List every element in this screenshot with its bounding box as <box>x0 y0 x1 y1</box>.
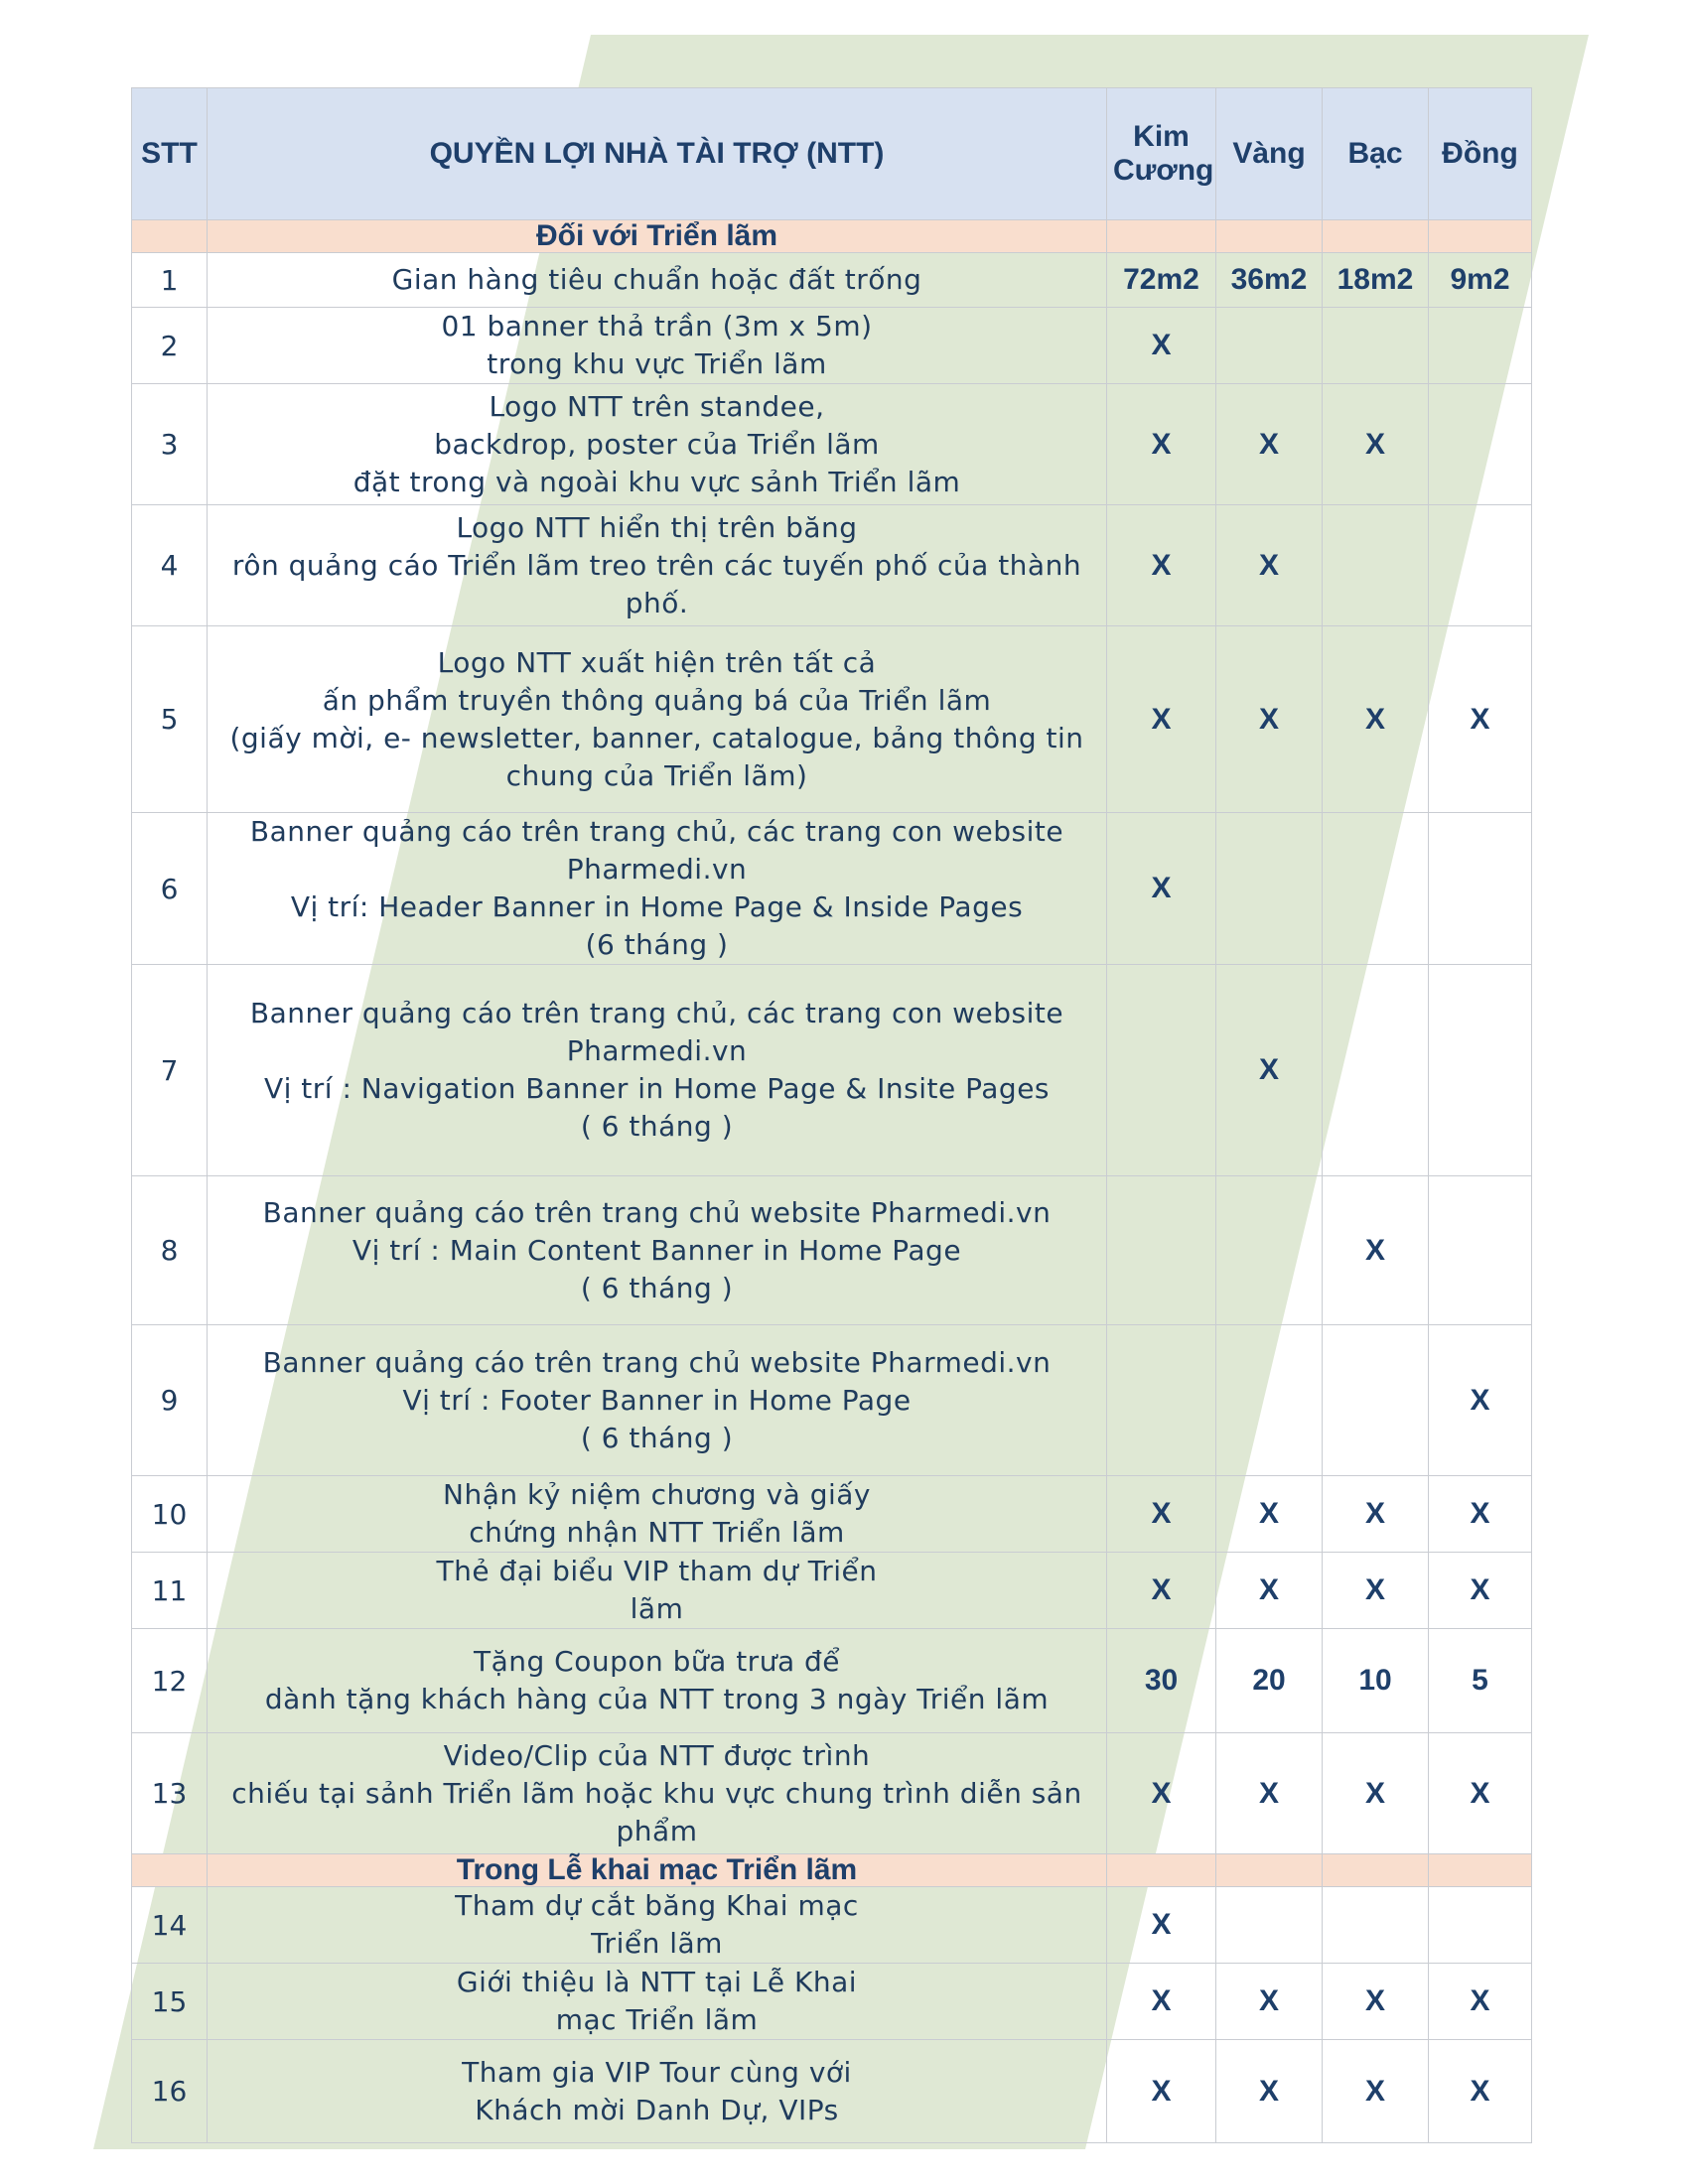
tier-mark-dong: X <box>1429 626 1532 813</box>
tier-mark-bac: X <box>1323 1733 1429 1854</box>
benefit-description: Tham dự cắt băng Khai mạc Triển lãm <box>208 1887 1107 1964</box>
row-number: 9 <box>132 1325 208 1476</box>
table-row <box>132 1887 1532 1964</box>
row-number: 4 <box>132 505 208 626</box>
header-tier-kim-cuong: Kim Cương <box>1107 88 1216 220</box>
row-number: 16 <box>132 2040 208 2143</box>
header-benefit: QUYỀN LỢI NHÀ TÀI TRỢ (NTT) <box>208 88 1107 220</box>
sponsor-benefits-table <box>131 87 1532 2143</box>
section-empty-cell <box>1323 220 1429 253</box>
row-number: 11 <box>132 1553 208 1629</box>
tier-mark-bac: X <box>1323 626 1429 813</box>
tier-mark-bac: X <box>1323 1553 1429 1629</box>
benefit-description: Thẻ đại biểu VIP tham dự Triển lãm <box>208 1553 1107 1629</box>
tier-mark-dong: X <box>1429 1325 1532 1476</box>
row-number: 10 <box>132 1476 208 1553</box>
benefit-description: Banner quảng cáo trên trang chủ website Pharmedi.vn Vị trí : Main Content Banner in Home Page ( 6 tháng ) <box>208 1176 1107 1325</box>
row-number: 2 <box>132 308 208 384</box>
section-header-row <box>132 1854 1532 1887</box>
tier-mark-vang <box>1216 308 1323 384</box>
tier-mark-dong <box>1429 505 1532 626</box>
table-row <box>132 813 1532 965</box>
row-number: 7 <box>132 965 208 1176</box>
table-row <box>132 384 1532 505</box>
tier-mark-kim-cuong: X <box>1107 2040 1216 2143</box>
tier-mark-vang: 20 <box>1216 1629 1323 1733</box>
tier-mark-kim-cuong: X <box>1107 1887 1216 1964</box>
tier-mark-vang: X <box>1216 965 1323 1176</box>
tier-mark-bac: 10 <box>1323 1629 1429 1733</box>
tier-mark-kim-cuong: X <box>1107 626 1216 813</box>
tier-mark-vang: X <box>1216 1476 1323 1553</box>
benefit-description: 01 banner thả trần (3m x 5m) trong khu vực Triển lãm <box>208 308 1107 384</box>
tier-mark-bac: X <box>1323 1476 1429 1553</box>
tier-mark-bac <box>1323 505 1429 626</box>
section-empty-cell <box>132 1854 208 1887</box>
benefit-description: Banner quảng cáo trên trang chủ, các trang con website Pharmedi.vn Vị trí: Header Banner in Home Page & Inside Pages (6 tháng ) <box>208 813 1107 965</box>
tier-mark-vang: X <box>1216 626 1323 813</box>
tier-mark-dong: X <box>1429 1553 1532 1629</box>
section-empty-cell <box>1107 220 1216 253</box>
table-header-row <box>132 88 1532 220</box>
table-row <box>132 308 1532 384</box>
tier-mark-bac: 18m2 <box>1323 253 1429 308</box>
tier-mark-vang: X <box>1216 2040 1323 2143</box>
header-stt: STT <box>132 88 208 220</box>
row-number: 12 <box>132 1629 208 1733</box>
section-empty-cell <box>132 220 208 253</box>
tier-mark-bac: X <box>1323 2040 1429 2143</box>
tier-mark-kim-cuong: 72m2 <box>1107 253 1216 308</box>
tier-mark-vang <box>1216 1325 1323 1476</box>
tier-mark-kim-cuong <box>1107 965 1216 1176</box>
tier-mark-dong: 5 <box>1429 1629 1532 1733</box>
tier-mark-vang: X <box>1216 1553 1323 1629</box>
tier-mark-vang: X <box>1216 1964 1323 2040</box>
tier-mark-dong <box>1429 384 1532 505</box>
header-tier-bac: Bạc <box>1323 88 1429 220</box>
tier-mark-kim-cuong: X <box>1107 1476 1216 1553</box>
table-row <box>132 1964 1532 2040</box>
tier-mark-vang <box>1216 813 1323 965</box>
benefit-description: Banner quảng cáo trên trang chủ, các trang con website Pharmedi.vn Vị trí : Navigation Banner in Home Page & Insite Pages ( 6 tháng ) <box>208 965 1107 1176</box>
tier-mark-vang: X <box>1216 384 1323 505</box>
table-row <box>132 626 1532 813</box>
tier-mark-vang <box>1216 1176 1323 1325</box>
header-tier-dong: Đồng <box>1429 88 1532 220</box>
tier-mark-bac <box>1323 813 1429 965</box>
benefit-description: Logo NTT trên standee, backdrop, poster của Triển lãm đặt trong và ngoài khu vực sảnh Triển lãm <box>208 384 1107 505</box>
tier-mark-vang: X <box>1216 1733 1323 1854</box>
row-number: 5 <box>132 626 208 813</box>
tier-mark-kim-cuong: X <box>1107 1964 1216 2040</box>
header-tier-vang: Vàng <box>1216 88 1323 220</box>
section-empty-cell <box>1107 1854 1216 1887</box>
benefit-description: Nhận kỷ niệm chương và giấy chứng nhận NTT Triển lãm <box>208 1476 1107 1553</box>
benefit-description: Gian hàng tiêu chuẩn hoặc đất trống <box>208 253 1107 308</box>
tier-mark-bac: X <box>1323 384 1429 505</box>
tier-mark-dong: X <box>1429 1476 1532 1553</box>
table-row <box>132 505 1532 626</box>
benefit-description: Logo NTT xuất hiện trên tất cả ấn phẩm truyền thông quảng bá của Triển lãm (giấy mời, e- newsletter, banner, catalogue, bảng thông tin chung của Triển lãm) <box>208 626 1107 813</box>
section-empty-cell <box>1216 1854 1323 1887</box>
tier-mark-bac: X <box>1323 1176 1429 1325</box>
benefit-description: Tham gia VIP Tour cùng với Khách mời Danh Dự, VIPs <box>208 2040 1107 2143</box>
tier-mark-kim-cuong: X <box>1107 1553 1216 1629</box>
table-row <box>132 1553 1532 1629</box>
tier-mark-bac: X <box>1323 1964 1429 2040</box>
tier-mark-kim-cuong: X <box>1107 1733 1216 1854</box>
tier-mark-dong <box>1429 1176 1532 1325</box>
tier-mark-bac <box>1323 1325 1429 1476</box>
table-row <box>132 1733 1532 1854</box>
benefit-description: Video/Clip của NTT được trình chiếu tại sảnh Triển lãm hoặc khu vực chung trình diễn sản phẩm <box>208 1733 1107 1854</box>
table-row <box>132 253 1532 308</box>
row-number: 8 <box>132 1176 208 1325</box>
tier-mark-kim-cuong: X <box>1107 308 1216 384</box>
section-title: Trong Lễ khai mạc Triển lãm <box>208 1854 1107 1887</box>
tier-mark-kim-cuong: X <box>1107 384 1216 505</box>
table-row <box>132 1476 1532 1553</box>
table-row <box>132 965 1532 1176</box>
tier-mark-vang <box>1216 1887 1323 1964</box>
table-row <box>132 1629 1532 1733</box>
tier-mark-dong: X <box>1429 1964 1532 2040</box>
tier-mark-kim-cuong: X <box>1107 505 1216 626</box>
row-number: 6 <box>132 813 208 965</box>
tier-mark-dong: 9m2 <box>1429 253 1532 308</box>
tier-mark-kim-cuong <box>1107 1176 1216 1325</box>
benefit-description: Banner quảng cáo trên trang chủ website Pharmedi.vn Vị trí : Footer Banner in Home Page ( 6 tháng ) <box>208 1325 1107 1476</box>
tier-mark-kim-cuong <box>1107 1325 1216 1476</box>
table-row <box>132 1176 1532 1325</box>
tier-mark-dong <box>1429 1887 1532 1964</box>
section-empty-cell <box>1216 220 1323 253</box>
section-title: Đối với Triển lãm <box>208 220 1107 253</box>
table-row <box>132 2040 1532 2143</box>
tier-mark-bac <box>1323 308 1429 384</box>
tier-mark-bac <box>1323 965 1429 1176</box>
section-empty-cell <box>1323 1854 1429 1887</box>
section-empty-cell <box>1429 220 1532 253</box>
tier-mark-dong: X <box>1429 2040 1532 2143</box>
tier-mark-dong: X <box>1429 1733 1532 1854</box>
tier-mark-kim-cuong: 30 <box>1107 1629 1216 1733</box>
tier-mark-dong <box>1429 813 1532 965</box>
tier-mark-dong <box>1429 308 1532 384</box>
table-body <box>132 220 1532 2143</box>
tier-mark-vang: 36m2 <box>1216 253 1323 308</box>
section-empty-cell <box>1429 1854 1532 1887</box>
benefit-description: Tặng Coupon bữa trưa để dành tặng khách hàng của NTT trong 3 ngày Triển lãm <box>208 1629 1107 1733</box>
benefit-description: Logo NTT hiển thị trên băng rôn quảng cáo Triển lãm treo trên các tuyến phố của thành phố. <box>208 505 1107 626</box>
row-number: 14 <box>132 1887 208 1964</box>
row-number: 13 <box>132 1733 208 1854</box>
row-number: 15 <box>132 1964 208 2040</box>
row-number: 1 <box>132 253 208 308</box>
benefit-description: Giới thiệu là NTT tại Lễ Khai mạc Triển lãm <box>208 1964 1107 2040</box>
section-header-row <box>132 220 1532 253</box>
tier-mark-vang: X <box>1216 505 1323 626</box>
row-number: 3 <box>132 384 208 505</box>
tier-mark-dong <box>1429 965 1532 1176</box>
table-row <box>132 1325 1532 1476</box>
tier-mark-kim-cuong: X <box>1107 813 1216 965</box>
tier-mark-bac <box>1323 1887 1429 1964</box>
